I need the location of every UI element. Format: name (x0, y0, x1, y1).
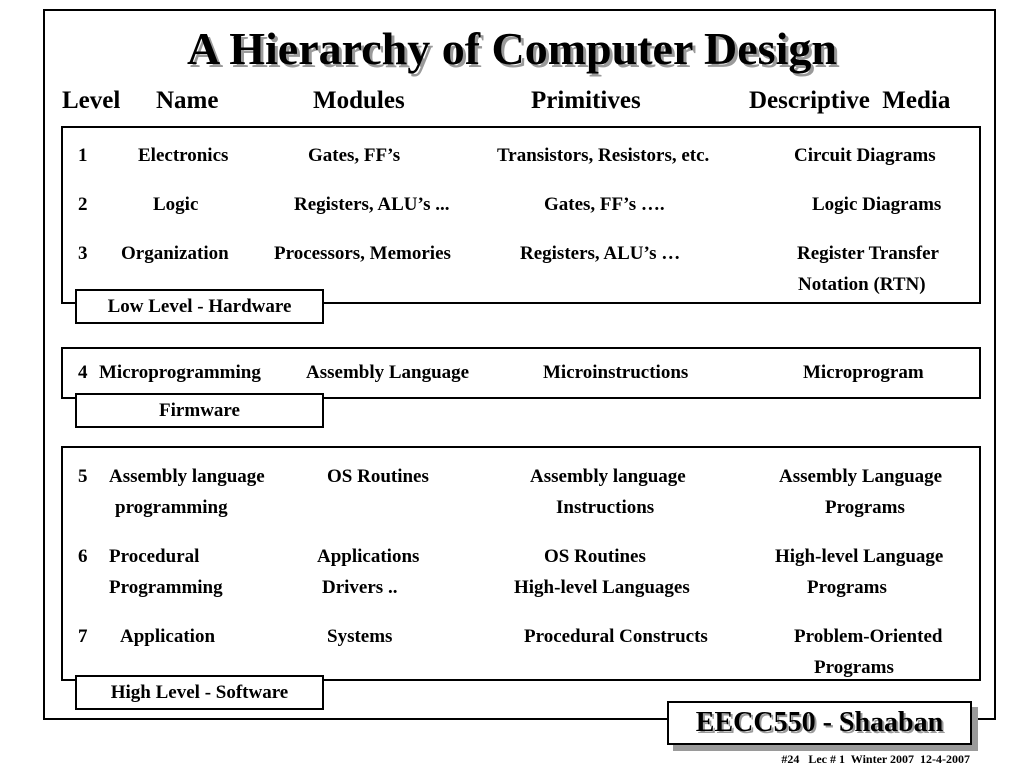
row-3-level: 3 (78, 243, 88, 264)
row-4-level: 4 (78, 362, 88, 383)
slide-title: A Hierarchy of Computer Design (187, 23, 837, 74)
row-7-modules: Systems (327, 626, 393, 647)
row-3-media: Register Transfer (797, 243, 939, 264)
row-3-primitives: Registers, ALU’s … (520, 243, 681, 264)
row-6-modules: Applications (317, 546, 420, 567)
row-6-primitives: OS Routines (544, 546, 646, 567)
row-5-name-line-2: programming (115, 497, 228, 518)
row-3-media-line-2: Notation (RTN) (798, 274, 926, 295)
row-5-level: 5 (78, 466, 88, 487)
row-2-name: Logic (153, 194, 199, 215)
column-header-name: Name (156, 87, 219, 114)
row-3-modules: Processors, Memories (274, 243, 451, 264)
row-1-level: 1 (78, 145, 88, 166)
row-7-level: 7 (78, 626, 88, 647)
column-header-media: Descriptive Media (749, 87, 951, 114)
row-1-media: Circuit Diagrams (794, 145, 936, 166)
row-1-modules: Gates, FF’s (308, 145, 401, 166)
slide-footer: #24 Lec # 1 Winter 2007 12-4-2007 (781, 752, 970, 766)
row-7-name: Application (120, 626, 216, 647)
row-1-primitives: Transistors, Resistors, etc. (497, 145, 710, 166)
row-5-primitives-line-2: Instructions (556, 497, 655, 518)
row-4-primitives: Microinstructions (543, 362, 689, 383)
row-4-modules: Assembly Language (306, 362, 470, 383)
row-3-name: Organization (121, 243, 229, 264)
row-5-name: Assembly language (109, 466, 265, 487)
row-4-media: Microprogram (803, 362, 924, 383)
row-5-media: Assembly Language (779, 466, 943, 487)
row-2-primitives: Gates, FF’s …. (544, 194, 665, 215)
row-6-media-line-2: Programs (807, 577, 887, 598)
row-2-modules: Registers, ALU’s ... (294, 194, 450, 215)
column-header-level: Level (62, 87, 121, 114)
row-2-media: Logic Diagrams (812, 194, 942, 215)
row-1-name: Electronics (138, 145, 229, 166)
row-5-modules: OS Routines (327, 466, 429, 487)
row-6-name: Procedural (109, 546, 200, 567)
row-6-name-line-2: Programming (109, 577, 223, 598)
row-5-media-line-2: Programs (825, 497, 905, 518)
course-logo-box: EECC550 - Shaaban (667, 701, 972, 745)
row-5-primitives: Assembly language (530, 466, 686, 487)
row-6-media: High-level Language (775, 546, 944, 567)
row-2-level: 2 (78, 194, 88, 215)
firmware-group-label: Firmware (75, 393, 324, 428)
row-6-primitives-line-2: High-level Languages (514, 577, 690, 598)
software-group-label: High Level - Software (75, 675, 324, 710)
column-header-primitives: Primitives (531, 87, 641, 114)
hardware-group-label: Low Level - Hardware (75, 289, 324, 324)
column-header-modules: Modules (313, 87, 405, 114)
row-6-modules-line-2: Drivers .. (322, 577, 398, 598)
row-7-primitives: Procedural Constructs (524, 626, 708, 647)
row-4-name: Microprogramming (99, 362, 261, 383)
row-7-media-line-2: Programs (814, 657, 894, 678)
row-7-media: Problem-Oriented (794, 626, 943, 647)
row-6-level: 6 (78, 546, 88, 567)
